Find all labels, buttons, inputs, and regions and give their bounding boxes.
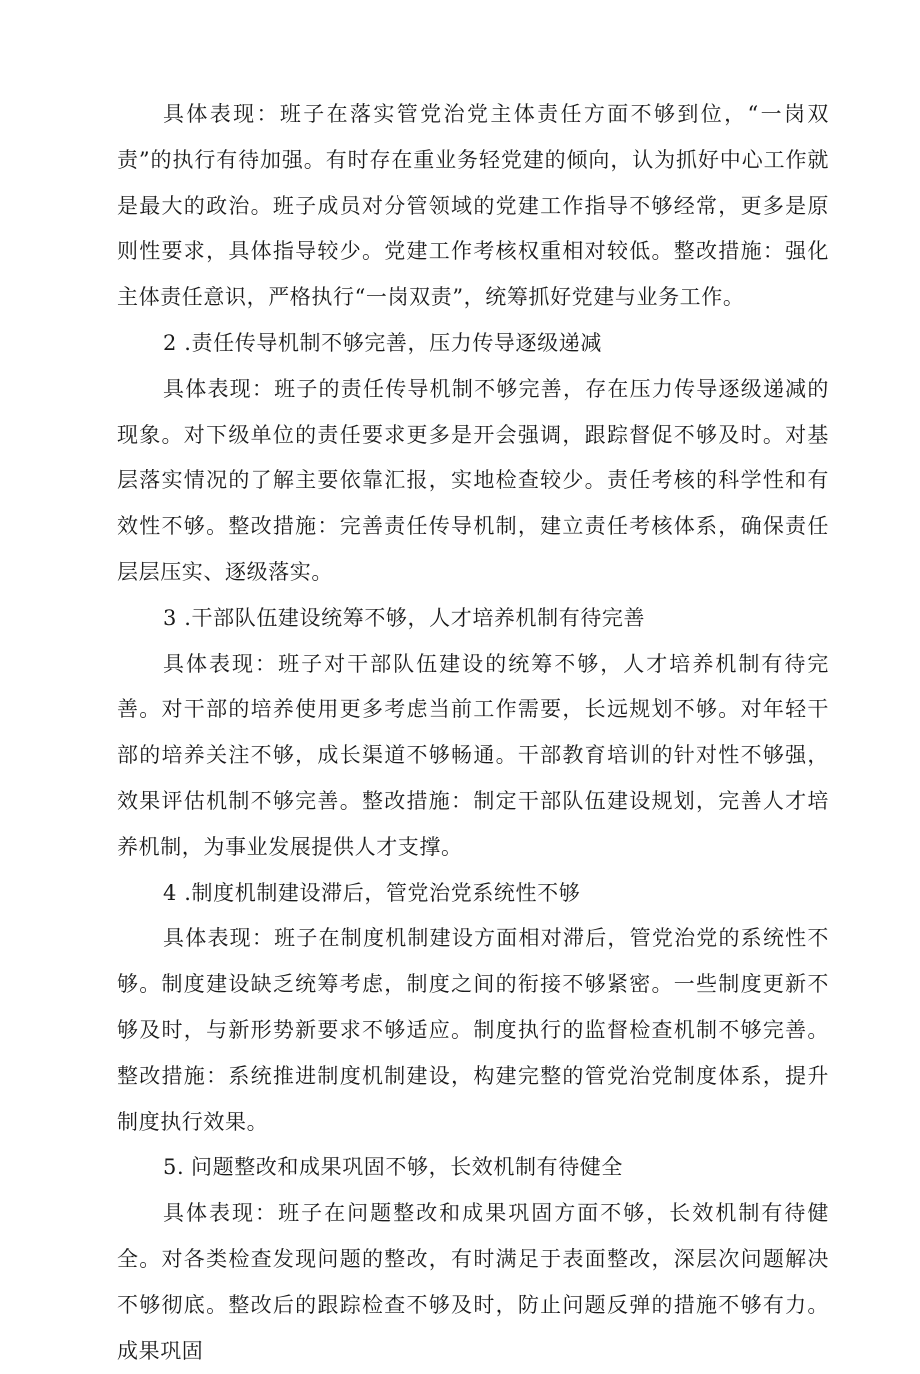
paragraph-1: 具体表现：班子在落实管党治党主体责任方面不够到位，“一岗双责”的执行有待加强。有时存在重业务轻党建的倾向，认为抓好中心工作就是最大的政治。班子成员对分管领域的党建工作指导不够经常，更多是原则性要求，具体指导较少。党建工作考核权重相对较低。整改措施：强化主体责任意识，严格执行“一岗双责”，统筹抓好党建与业务工作。 [117, 102, 829, 310]
section-title-4: 制度机制建设滞后，管党治党系统性不够 [191, 880, 581, 905]
paragraph-4: 具体表现：班子在制度机制建设方面相对滞后，管党治党的系统性不够。制度建设缺乏统筹考虑，制度之间的衔接不够紧密。一些制度更新不够及时，与新形势新要求不够适应。制度执行的监督检查机制不够完善。整改措施：系统推进制度机制建设，构建完整的管党治党制度体系，提升制度执行效果。 [117, 926, 829, 1134]
section-number-5: 5. [163, 1155, 185, 1180]
paragraph-5: 具体表现：班子在问题整改和成果巩固方面不够，长效机制有待健全。对各类检查发现问题的整改，有时满足于表面整改，深层次问题解决不够彻底。整改后的跟踪检查不够及时，防止问题反弹的措施不够有力。成果巩固 [117, 1201, 829, 1363]
paragraph-3: 具体表现：班子对干部队伍建设的统筹不够，人才培养机制有待完善。对干部的培养使用更多考虑当前工作需要，长远规划不够。对年轻干部的培养关注不够，成长渠道不够畅通。干部教育培训的针对性不够强，效果评估机制不够完善。整改措施：制定干部队伍建设规划，完善人才培养机制，为事业发展提供人才支撑。 [117, 651, 829, 859]
section-number-4: 4 . [163, 880, 192, 905]
section-heading-3 [117, 596, 829, 642]
section-heading-2 [117, 321, 829, 367]
section-heading-5 [117, 1145, 829, 1191]
section-number-2: 2 . [163, 330, 192, 355]
section-title-2: 责任传导机制不够完善，压力传导逐级递减 [191, 330, 602, 355]
paragraph-2: 具体表现：班子的责任传导机制不够完善，存在压力传导逐级递减的现象。对下级单位的责任要求更多是开会强调，跟踪督促不够及时。对基层落实情况的了解主要依靠汇报，实地检查较少。责任考核的科学性和有效性不够。整改措施：完善责任传导机制，建立责任考核体系，确保责任层层压实、逐级落实。 [117, 376, 829, 584]
document-body [117, 92, 829, 1374]
section-number-3: 3 . [163, 605, 192, 630]
section-heading-4 [117, 871, 829, 917]
section-title-3: 干部队伍建设统筹不够，人才培养机制有待完善 [191, 605, 646, 630]
section-title-5: 问题整改和成果巩固不够，长效机制有待健全 [191, 1155, 623, 1180]
